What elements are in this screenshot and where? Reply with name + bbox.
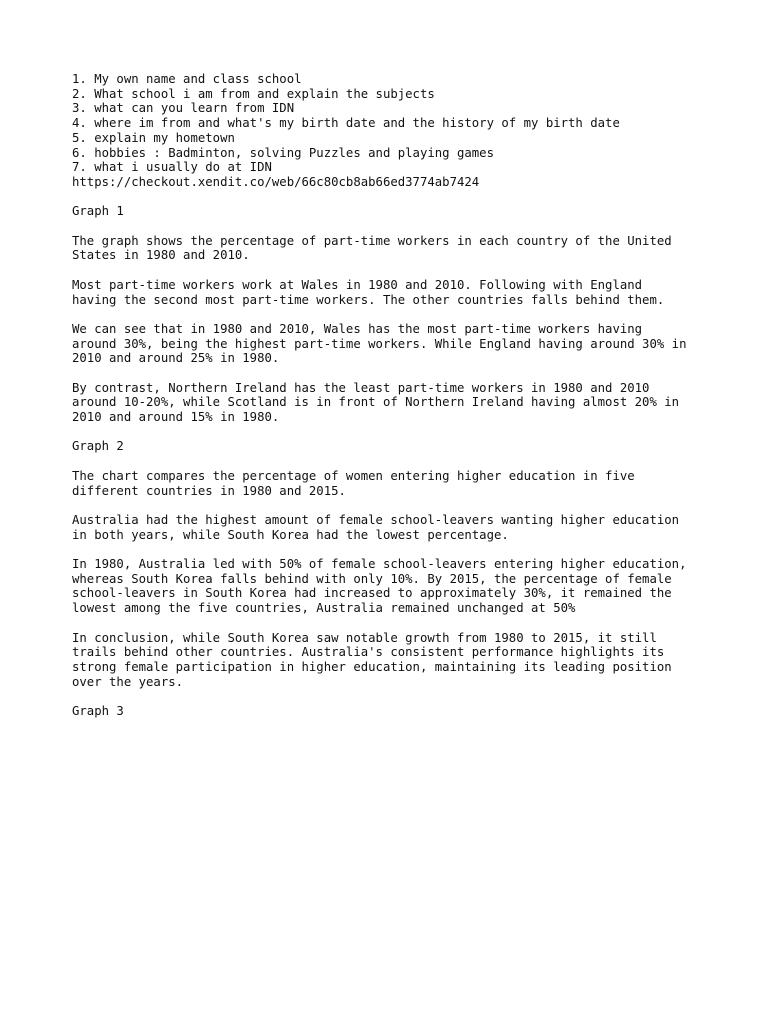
paragraph-line: Most part-time workers work at Wales in 1980 and 2010. Following with England xyxy=(72,277,643,292)
topic-list xyxy=(72,72,712,190)
paragraph-line: around 30%, being the highest part-time workers. While England having around 30% in xyxy=(72,336,687,351)
paragraph-line: In conclusion, while South Korea saw notable growth from 1980 to 2015, it still xyxy=(72,630,657,645)
paragraph-line: In 1980, Australia led with 50% of female school-leavers entering higher education, xyxy=(72,557,687,572)
graph-1-paragraph-3 xyxy=(72,322,712,366)
paragraph-line: school-leavers in South Korea had increased to approximately 30%, it remained the xyxy=(72,586,672,601)
list-item: 3. what can you learn from IDN xyxy=(72,101,295,116)
graph-2-paragraph-2 xyxy=(72,513,712,542)
graph-3-heading: Graph 3 xyxy=(72,704,124,719)
list-item: 4. where im from and what's my birth date and the history of my birth date xyxy=(72,116,620,131)
graph-2-heading: Graph 2 xyxy=(72,439,124,454)
paragraph-line: 2010 and around 25% in 1980. xyxy=(72,351,280,366)
list-item: 2. What school i am from and explain the subjects xyxy=(72,86,435,101)
paragraph-line: different countries in 1980 and 2015. xyxy=(72,483,346,498)
paragraph-line: lowest among the five countries, Australia remained unchanged at 50% xyxy=(72,601,576,616)
paragraph-line: in both years, while South Korea had the lowest percentage. xyxy=(72,527,509,542)
paragraph-line: whereas South Korea falls behind with only 10%. By 2015, the percentage of female xyxy=(72,571,672,586)
document-page xyxy=(72,72,712,719)
graph-2-paragraph-4 xyxy=(72,631,712,690)
checkout-link[interactable]: https://checkout.xendit.co/web/66c80cb8ab66ed3774ab7424 xyxy=(72,174,480,189)
graph-1-heading: Graph 1 xyxy=(72,204,124,219)
graph-2-paragraph-3 xyxy=(72,557,712,616)
list-item: 5. explain my hometown xyxy=(72,130,235,145)
list-item: 6. hobbies : Badminton, solving Puzzles and playing games xyxy=(72,145,494,160)
paragraph-line: The chart compares the percentage of women entering higher education in five xyxy=(72,468,635,483)
graph-1-paragraph-1 xyxy=(72,234,712,263)
paragraph-line: trails behind other countries. Australia's consistent performance highlights its xyxy=(72,645,665,660)
paragraph-line: States in 1980 and 2010. xyxy=(72,248,250,263)
list-item: 1. My own name and class school xyxy=(72,72,302,86)
paragraph-line: By contrast, Northern Ireland has the least part-time workers in 1980 and 2010 xyxy=(72,380,650,395)
graph-1-paragraph-2 xyxy=(72,278,712,307)
list-item: 7. what i usually do at IDN xyxy=(72,160,272,175)
paragraph-line: strong female participation in higher education, maintaining its leading position xyxy=(72,659,672,674)
paragraph-line: over the years. xyxy=(72,674,184,689)
paragraph-line: The graph shows the percentage of part-time workers in each country of the United xyxy=(72,233,672,248)
graph-1-paragraph-4 xyxy=(72,381,712,425)
graph-2-paragraph-1 xyxy=(72,469,712,498)
paragraph-line: 2010 and around 15% in 1980. xyxy=(72,410,280,425)
paragraph-line: We can see that in 1980 and 2010, Wales has the most part-time workers having xyxy=(72,321,643,336)
paragraph-line: having the second most part-time workers. The other countries falls behind them. xyxy=(72,292,665,307)
paragraph-line: Australia had the highest amount of female school-leavers wanting higher education xyxy=(72,512,680,527)
paragraph-line: around 10-20%, while Scotland is in front of Northern Ireland having almost 20% in xyxy=(72,395,680,410)
